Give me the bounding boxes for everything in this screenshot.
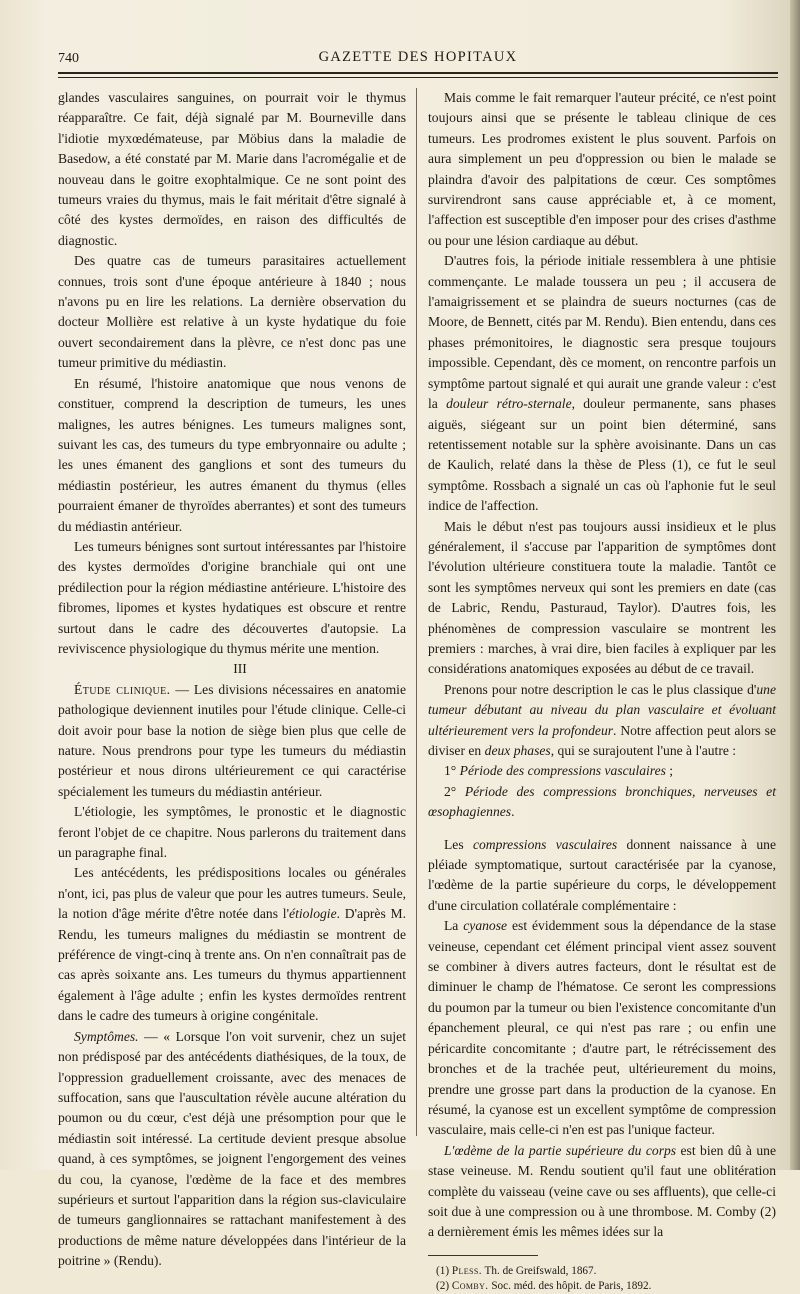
paragraph-text: D'autres fois, la période initiale ressemblera à une phtisie commençante. Le malade toussera un peu ; il accusera de l'amaigrissement et se plaindra de sueurs nocturnes (cas de Moore, de Bennett, cités par M. Rendu). Bien entendu, dans ces phases prémonitoires, le diagnostic sera presque toujours impossible. Cependant, dès ce moment, on rencontre parfois un symptôme partout signalé et qui aurait une grande valeur : c'est la: [428, 253, 776, 412]
list-item-end: .: [511, 804, 515, 820]
paragraph-text: Les antécédents, les prédispositions locales ou générales n'ont, ici, pas plus de valeur que pour les autres tumeurs. Seule, la notion d'âge mérite d'être notée dans l': [58, 865, 406, 922]
list-item-end: ;: [665, 763, 674, 779]
footnote-marker: (2): [436, 1279, 450, 1292]
subsection-heading: Symptômes.: [74, 1028, 139, 1044]
paragraph-text: — « Lorsque l'on voit survenir, chez un sujet non prédisposé par des antécédents diathésiques, de la toux, de l'oppression graduellement croissante, avec des menaces de suffocation, sans que l'auscultation révèle aucune altération du poumon ou du cœur, c'est déjà une présomption pour que le médiastin soit intéressé. La certitude devient presque absolue quand, à ces symptômes, se joignent l'engorgement des veines du cou, la cyanose, l'œdème de la face et des membres supérieurs et surtout l'apparition dans la région sus-claviculaire de tumeurs ganglionnaires se rattachant manifestement à des productions de même nature développées dans l'intérieur de la poitrine » (Rendu).: [58, 1028, 406, 1269]
paragraph-text: . Notre affection peut alors se diviser en: [428, 722, 776, 758]
footnote-author: Pless.: [451, 1264, 482, 1277]
footnote-author: Comby.: [451, 1279, 489, 1292]
paragraph: Les tumeurs bénignes sont surtout intéressantes par l'histoire des kystes dermoïdes d'origine branchiale qui ont une prédilection pour la région médiastine antérieure. L'histoire des fibromes, lipomes et kystes hydatiques est obscure et rentre surtout dans le cadre des découvertes d'autopsie. La reviviscence physiologique du thymus mérite une mention.: [58, 538, 406, 656]
paragraph: [58, 863, 406, 1026]
list-item: [428, 761, 776, 781]
paragraph: [58, 1027, 406, 1272]
italic-term: douleur rétro-sternale: [446, 396, 572, 412]
list-number: 1°: [444, 763, 457, 779]
left-column: [58, 88, 406, 1272]
paragraph: Mais comme le fait remarquer l'auteur précité, ce n'est point toujours ainsi que se présente le tableau clinique de ces tumeurs. Les prodromes existent le plus souvent. Parfois on aura simplement un peu d'oppression ou bien le malade se plaindra d'avoir des palpitations de cœur. Ces somptômes survirendront sans cause appréciable et, à ce moment, l'affection est susceptible d'en imposer pour des crises d'asthme ou pour une lésion cardiaque au début.: [428, 90, 776, 248]
paragraph: [428, 1141, 776, 1243]
paragraph: [428, 835, 776, 917]
footnote: [428, 1264, 776, 1279]
paragraph-text: donnent naissance à une pléiade symptomatique, surtout caractérisée par la cyanose, l'œdème de la partie supérieure du corps, le développement d'une circulation collatérale complémentaire :: [428, 836, 776, 913]
page-number: 740: [58, 51, 79, 66]
page-header: [58, 47, 778, 69]
paragraph-text: Les: [444, 836, 473, 852]
section-numeral: III: [233, 661, 247, 677]
paragraph: L'étiologie, les symptômes, le pronostic et le diagnostic feront l'objet de ce chapitre. Nous parlerons du traitement dans un paragraphe final.: [58, 804, 406, 861]
paragraph-text: est bien dû à une stase veineuse. M. Rendu soutient qu'il faut une oblitération complète du vaisseau (veine cave ou ses affluents), que celle-ci soit due à une compression ou à une thrombose. M. Comby (2) a dernièrement émis les mêmes idées sur la: [428, 1142, 776, 1240]
paragraph-text: , douleur permanente, sans phases aiguës, siégeant sur un point bien déterminé, sans retentissement notable sur la sphère avoisinante. Dans un cas de Kaulich, relaté dans la thèse de Pless (1), ce fut le seul symptôme. Rossbach a signalé un cas où l'aphonie fut le seul indice de l'affection.: [428, 396, 776, 514]
spacer: [428, 823, 776, 835]
section-heading: Étude clinique.: [74, 681, 171, 697]
italic-term: deux phases: [484, 743, 551, 758]
paragraph: Des quatre cas de tumeurs parasitaires actuellement connues, trois sont d'une époque antérieure à 1840 ; nous n'avons pu en lire les relations. La dernière observation du docteur Mollière est relative à un kyste hydatique du foie ouvert secondairement dans la plèvre, ce n'est donc pas une tumeur primitive du médiastin.: [58, 253, 406, 371]
paragraph: En résumé, l'histoire anatomique que nous venons de constituer, comprend la description de tumeurs, les unes malignes, les autres bénignes. Les tumeurs malignes sont, suivant les cas, des tumeurs du type embryonnaire ou adulte ; les unes émanent des ganglions et sont des tumeurs du médiastin postérieur, les autres émanent du thymus (elles pourraient émaner de thyroïdes aberrantes) et sont des tumeurs du médiastin antérieur.: [58, 375, 406, 534]
list-item-text: Période des compressions vasculaires: [459, 763, 666, 779]
paragraph: Mais le début n'est pas toujours aussi insidieux et le plus généralement, il s'accuse par l'apparition de symptômes dont l'évolution ultérieure constituera toute la maladie. Tantôt ce sont les symptômes nerveux qui sont les premiers en date (cas de Labric, Rendu, Pasturaud, Taylor). D'autres fois, les phénomènes de compression vasculaire se montrent les premiers : marches, à vrai dire, bien faciles à expliquer par les considérations anatomiques exposées au début de ce travail.: [428, 518, 776, 677]
italic-term: compressions vasculaires: [472, 836, 618, 852]
footnote-rule: [428, 1255, 538, 1256]
paragraph-text: . D'après M. Rendu, les tumeurs malignes du médiastin se montrent de préférence de vingt-cinq à trente ans. On n'en connaîtrait pas de cas après soixante ans. Les tumeurs du thymus appartiennent également à l'âge adulte ; enfin les kystes dermoïdes rentrent dans le cadre des tumeurs à origine congénitale.: [58, 906, 406, 1024]
paragraph: [428, 916, 776, 1140]
column-divider: [416, 88, 417, 1136]
paragraph: glandes vasculaires sanguines, on pourrait voir le thymus réapparaître. Ce fait, déjà signalé par M. Bourneville dans l'idiotie myxœdémateuse, par Möbius dans la maladie de Basedow, a été constaté par M. Marie dans l'acromégalie et de nouveau dans le goitre exophtalmique. Ce ne sont point des tumeurs vraies du thymus, mais le fait méritait d'être signalé à côté des kystes dermoïdes, en raison des difficultés de diagnostic.: [58, 90, 406, 248]
paragraph: [58, 680, 406, 802]
italic-term: L'œdème de la partie supérieure du corps: [444, 1142, 677, 1158]
italic-term: une tumeur débutant au niveau du plan vasculaire et évoluant ultérieurement vers la profondeur: [428, 681, 776, 738]
header-rule-thick: [58, 72, 778, 74]
paragraph-text: — Les divisions nécessaires en anatomie pathologique deviennent inutiles pour l'étude clinique. Celle-ci doit avoir pour base la notion de siège bien plus que celle de nature. Nous prendrons pour type les tumeurs du médiastin postérieur et nous dirons ultérieurement ce qui caractérise spécialement les tumeurs du médiastin antérieur.: [58, 681, 406, 799]
italic-term: étiologie: [289, 906, 337, 922]
footnote-marker: (1): [436, 1264, 450, 1277]
list-item-text: Période des compressions bronchiques, nerveuses et œsophagiennes: [428, 783, 776, 820]
footnotes: [428, 1264, 776, 1294]
footnote: [428, 1279, 776, 1294]
footnote-text: Soc. méd. des hôpit. de Paris, 1892.: [491, 1279, 652, 1292]
list-number: 2°: [444, 783, 457, 799]
paragraph: [428, 680, 776, 762]
header-rule-thin: [58, 77, 778, 78]
paragraph-text: La: [444, 918, 464, 934]
paragraph-text: , qui se surajoutent l'une à l'autre :: [550, 743, 737, 758]
footnote-text: Th. de Greifswald, 1867.: [484, 1264, 597, 1277]
paragraph-text: Prenons pour notre description le cas le plus classique d': [444, 681, 757, 697]
paragraph: [428, 251, 776, 516]
italic-term: cyanose: [463, 918, 508, 934]
right-column: [428, 88, 776, 1294]
paragraph-text: est évidemment sous la dépendance de la stase veineuse, cependant cet élément principal vient assez souvent se combiner à divers autres facteurs, dont le résultat est de diminuer le champ de l'hématose. Ce seront les compressions du poumon par la tumeur ou bien l'existence concomitante d'un épanchement pleural, ce qui n'est pas rare ; ou enfin une péricardite concomitante ; d'autre part, le rétrécissement des bronches et de la trachée peut, ultérieurement du moins, prendre une grosse part dans la production de la cyanose. En résumé, la cyanose est un excellent symptôme de compression vasculaire, mais celle-ci n'en est pas l'unique facteur.: [428, 918, 776, 1138]
list-item: [428, 782, 776, 823]
running-title: GAZETTE DES HOPITAUX: [318, 49, 518, 65]
page-binding-edge: [790, 0, 800, 1170]
